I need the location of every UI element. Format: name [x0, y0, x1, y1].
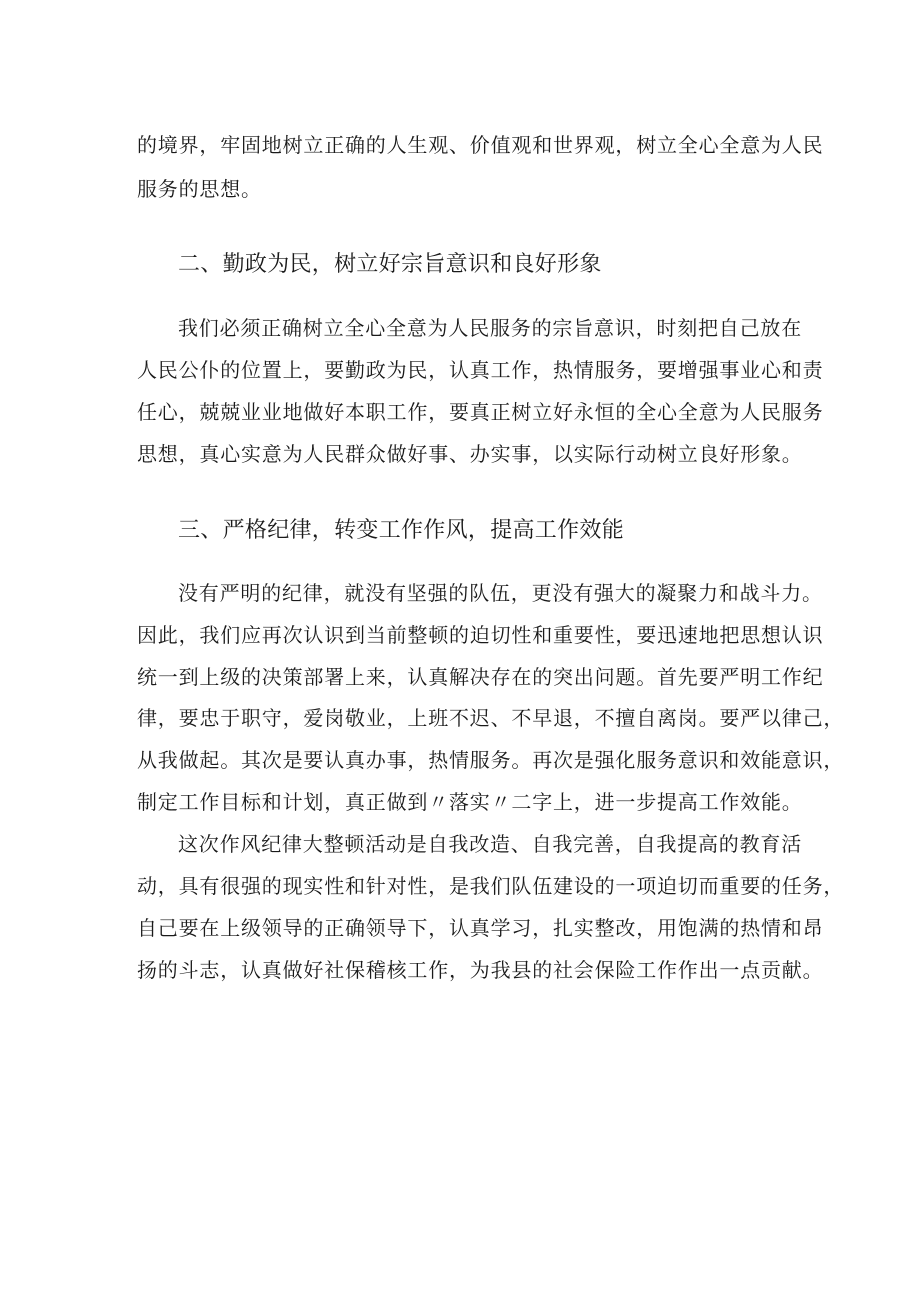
paragraph-line: 这次作风纪律大整顿活动是自我改造、自我完善，自我提高的教育活 — [178, 832, 802, 856]
paragraph-line: 因此，我们应再次认识到当前整顿的迫切性和重要性，要迅速地把思想认识 — [137, 623, 824, 647]
paragraph-line: 思想，真心实意为人民群众做好事、办实事，以实际行动树立良好形象。 — [137, 442, 803, 466]
paragraph-line: 律，要忠于职守，爱岗敬业，上班不迟、不早退，不擅自离岗。要严以律己， — [137, 706, 845, 730]
paragraph-line: 的境界，牢固地树立正确的人生观、价值观和世界观，树立全心全意为人民 — [137, 133, 824, 157]
paragraph-line: 自己要在上级领导的正确领导下，认真学习，扎实整改，用饱满的热情和昂 — [137, 916, 824, 940]
section-heading-3: 三、严格纪律，转变工作作风，提高工作效能 — [178, 518, 625, 543]
paragraph-line: 从我做起。其次是要认真办事，热情服务。再次是强化服务意识和效能意识， — [137, 748, 845, 772]
paragraph-line: 我们必须正确树立全心全意为人民服务的宗旨意识，时刻把自己放在 — [178, 316, 802, 340]
section-heading-2: 二、勤政为民，树立好宗旨意识和良好形象 — [178, 252, 602, 277]
paragraph-line: 没有严明的纪律，就没有坚强的队伍，更没有强大的凝聚力和战斗力。 — [178, 581, 823, 605]
paragraph-line: 服务的思想。 — [137, 177, 262, 201]
paragraph-line: 任心，兢兢业业地做好本职工作，要真正树立好永恒的全心全意为人民服务 — [137, 400, 824, 424]
paragraph-line: 扬的斗志，认真做好社保稽核工作，为我县的社会保险工作作出一点贡献。 — [137, 958, 824, 982]
paragraph-line: 动，具有很强的现实性和针对性，是我们队伍建设的一项迫切而重要的任务， — [137, 874, 845, 898]
paragraph-line: 人民公仆的位置上，要勤政为民，认真工作，热情服务，要增强事业心和责 — [137, 358, 824, 382]
paragraph-line: 制定工作目标和计划，真正做到〃落实〃二字上，进一步提高工作效能。 — [137, 790, 803, 814]
paragraph-line: 统一到上级的决策部署上来，认真解决存在的突出问题。首先要严明工作纪 — [137, 665, 824, 689]
